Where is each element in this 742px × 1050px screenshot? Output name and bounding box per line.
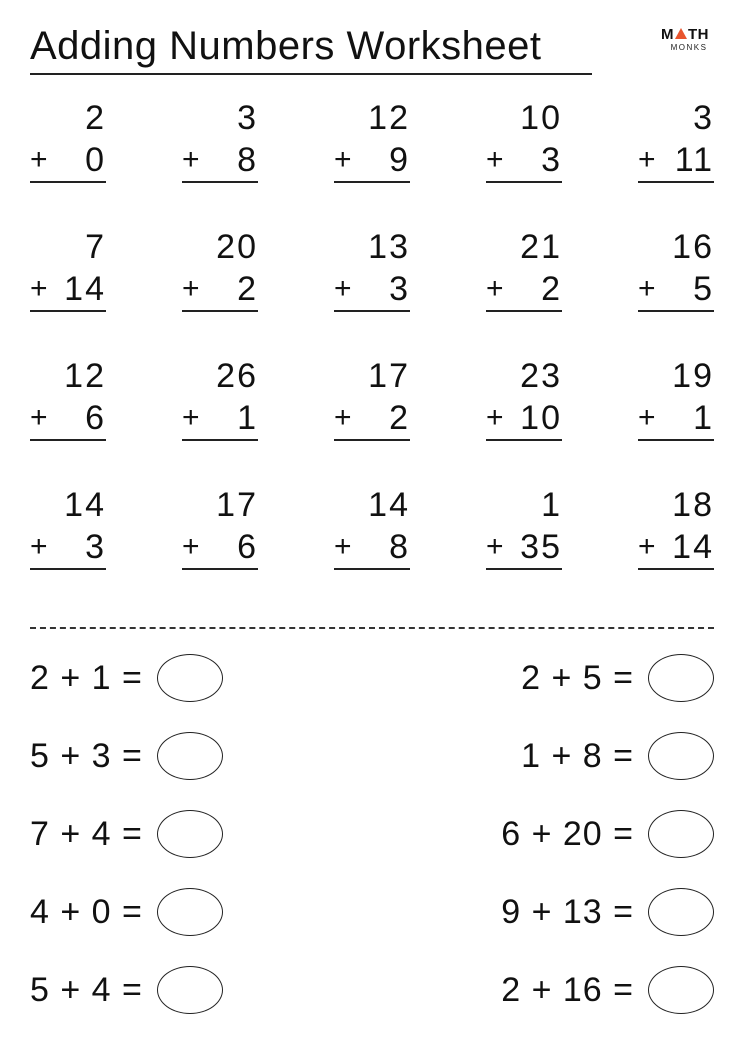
answer-line xyxy=(638,181,714,183)
addend-top: 17 xyxy=(368,357,410,395)
addend-bottom: 0 xyxy=(85,141,106,179)
answer-line xyxy=(486,568,562,570)
plus-sign: + xyxy=(30,401,48,434)
addition-problem xyxy=(182,98,258,198)
plus-sign: + xyxy=(334,530,352,563)
equation-right xyxy=(521,648,714,704)
equation-left xyxy=(30,648,223,704)
equation-text: 2 + 5 = xyxy=(521,659,634,698)
addition-problem xyxy=(30,227,106,327)
answer-oval[interactable] xyxy=(157,810,223,858)
plus-sign: + xyxy=(638,401,656,434)
answer-line xyxy=(638,310,714,312)
answer-line xyxy=(486,439,562,441)
addition-problem xyxy=(30,356,106,456)
equation-text: 5 + 4 = xyxy=(30,971,143,1010)
answer-line xyxy=(30,181,106,183)
addend-bottom: 6 xyxy=(237,528,258,566)
addition-problem xyxy=(638,485,714,585)
equation-text: 4 + 0 = xyxy=(30,893,143,932)
plus-sign: + xyxy=(182,143,200,176)
addend-bottom: 14 xyxy=(64,270,106,308)
answer-oval[interactable] xyxy=(648,810,714,858)
plus-sign: + xyxy=(182,401,200,434)
section-divider xyxy=(30,627,714,629)
logo-wordmark xyxy=(650,27,720,43)
addend-bottom: 1 xyxy=(693,399,714,437)
equation-text: 2 + 1 = xyxy=(30,659,143,698)
logo-text-right: TH xyxy=(688,26,709,43)
answer-line xyxy=(334,181,410,183)
addend-bottom: 35 xyxy=(520,528,562,566)
addition-problem xyxy=(30,98,106,198)
answer-line xyxy=(182,310,258,312)
addend-bottom: 8 xyxy=(237,141,258,179)
addend-top: 3 xyxy=(237,99,258,137)
equation-left xyxy=(30,960,223,1016)
addend-top: 21 xyxy=(520,228,562,266)
equation-text: 1 + 8 = xyxy=(521,737,634,776)
answer-oval[interactable] xyxy=(157,654,223,702)
addition-problem xyxy=(638,227,714,327)
plus-sign: + xyxy=(334,272,352,305)
answer-oval[interactable] xyxy=(648,732,714,780)
plus-sign: + xyxy=(486,530,504,563)
equation-right xyxy=(501,882,714,938)
answer-line xyxy=(334,439,410,441)
equation-text: 2 + 16 = xyxy=(501,971,634,1010)
answer-oval[interactable] xyxy=(157,966,223,1014)
plus-sign: + xyxy=(638,272,656,305)
addend-top: 7 xyxy=(85,228,106,266)
addition-problem xyxy=(486,356,562,456)
equation-right xyxy=(521,726,714,782)
equation-text: 7 + 4 = xyxy=(30,815,143,854)
answer-line xyxy=(30,568,106,570)
addition-problem xyxy=(486,485,562,585)
addend-bottom: 10 xyxy=(520,399,562,437)
plus-sign: + xyxy=(334,143,352,176)
addend-bottom: 2 xyxy=(389,399,410,437)
addend-bottom: 1 xyxy=(237,399,258,437)
answer-line xyxy=(182,568,258,570)
answer-line xyxy=(486,310,562,312)
addend-bottom: 3 xyxy=(85,528,106,566)
answer-line xyxy=(334,310,410,312)
addition-problem xyxy=(334,485,410,585)
logo-subtext: MONKS xyxy=(670,43,708,52)
addend-top: 18 xyxy=(672,486,714,524)
addend-bottom: 2 xyxy=(541,270,562,308)
title-underline xyxy=(30,73,592,75)
addition-problem xyxy=(182,485,258,585)
answer-oval[interactable] xyxy=(157,888,223,936)
brand-logo xyxy=(650,27,720,53)
answer-oval[interactable] xyxy=(648,966,714,1014)
plus-sign: + xyxy=(30,143,48,176)
equation-text: 9 + 13 = xyxy=(501,893,634,932)
addend-top: 12 xyxy=(368,99,410,137)
equation-text: 5 + 3 = xyxy=(30,737,143,776)
addition-problem xyxy=(334,227,410,327)
answer-line xyxy=(638,568,714,570)
addend-bottom: 9 xyxy=(389,141,410,179)
plus-sign: + xyxy=(334,401,352,434)
addition-problem xyxy=(182,356,258,456)
plus-sign: + xyxy=(30,272,48,305)
addend-bottom: 5 xyxy=(693,270,714,308)
plus-sign: + xyxy=(638,530,656,563)
addition-problem xyxy=(182,227,258,327)
plus-sign: + xyxy=(486,143,504,176)
addition-problem xyxy=(334,356,410,456)
addition-problem xyxy=(486,98,562,198)
plus-sign: + xyxy=(182,272,200,305)
answer-oval[interactable] xyxy=(648,654,714,702)
addend-bottom: 2 xyxy=(237,270,258,308)
addend-top: 3 xyxy=(693,99,714,137)
answer-line xyxy=(182,181,258,183)
equation-left xyxy=(30,882,223,938)
equation-right xyxy=(501,960,714,1016)
logo-text-left: M xyxy=(661,26,674,43)
addend-top: 20 xyxy=(216,228,258,266)
addend-bottom: 6 xyxy=(85,399,106,437)
answer-line xyxy=(486,181,562,183)
page-title: Adding Numbers Worksheet xyxy=(30,24,542,68)
addition-problem xyxy=(638,98,714,198)
addend-top: 14 xyxy=(64,486,106,524)
addend-bottom: 3 xyxy=(541,141,562,179)
answer-oval[interactable] xyxy=(648,888,714,936)
addend-top: 1 xyxy=(541,486,562,524)
plus-sign: + xyxy=(486,401,504,434)
addition-problem xyxy=(638,356,714,456)
plus-sign: + xyxy=(638,143,656,176)
addition-problem xyxy=(334,98,410,198)
addend-top: 2 xyxy=(85,99,106,137)
addend-bottom: 14 xyxy=(672,528,714,566)
addend-top: 12 xyxy=(64,357,106,395)
addend-bottom: 11 xyxy=(674,141,714,179)
addend-top: 13 xyxy=(368,228,410,266)
answer-line xyxy=(638,439,714,441)
equation-right xyxy=(501,804,714,860)
equation-text: 6 + 20 = xyxy=(501,815,634,854)
plus-sign: + xyxy=(30,530,48,563)
answer-oval[interactable] xyxy=(157,732,223,780)
addend-top: 14 xyxy=(368,486,410,524)
answer-line xyxy=(30,439,106,441)
addition-problem xyxy=(30,485,106,585)
addend-top: 26 xyxy=(216,357,258,395)
addend-top: 23 xyxy=(520,357,562,395)
answer-line xyxy=(182,439,258,441)
plus-sign: + xyxy=(182,530,200,563)
addend-top: 17 xyxy=(216,486,258,524)
addend-top: 10 xyxy=(520,99,562,137)
addend-bottom: 3 xyxy=(389,270,410,308)
equation-left xyxy=(30,726,223,782)
plus-sign: + xyxy=(486,272,504,305)
addend-bottom: 8 xyxy=(389,528,410,566)
triangle-icon xyxy=(675,28,687,39)
addition-problem xyxy=(486,227,562,327)
addend-top: 19 xyxy=(672,357,714,395)
answer-line xyxy=(30,310,106,312)
answer-line xyxy=(334,568,410,570)
addend-top: 16 xyxy=(672,228,714,266)
equation-left xyxy=(30,804,223,860)
